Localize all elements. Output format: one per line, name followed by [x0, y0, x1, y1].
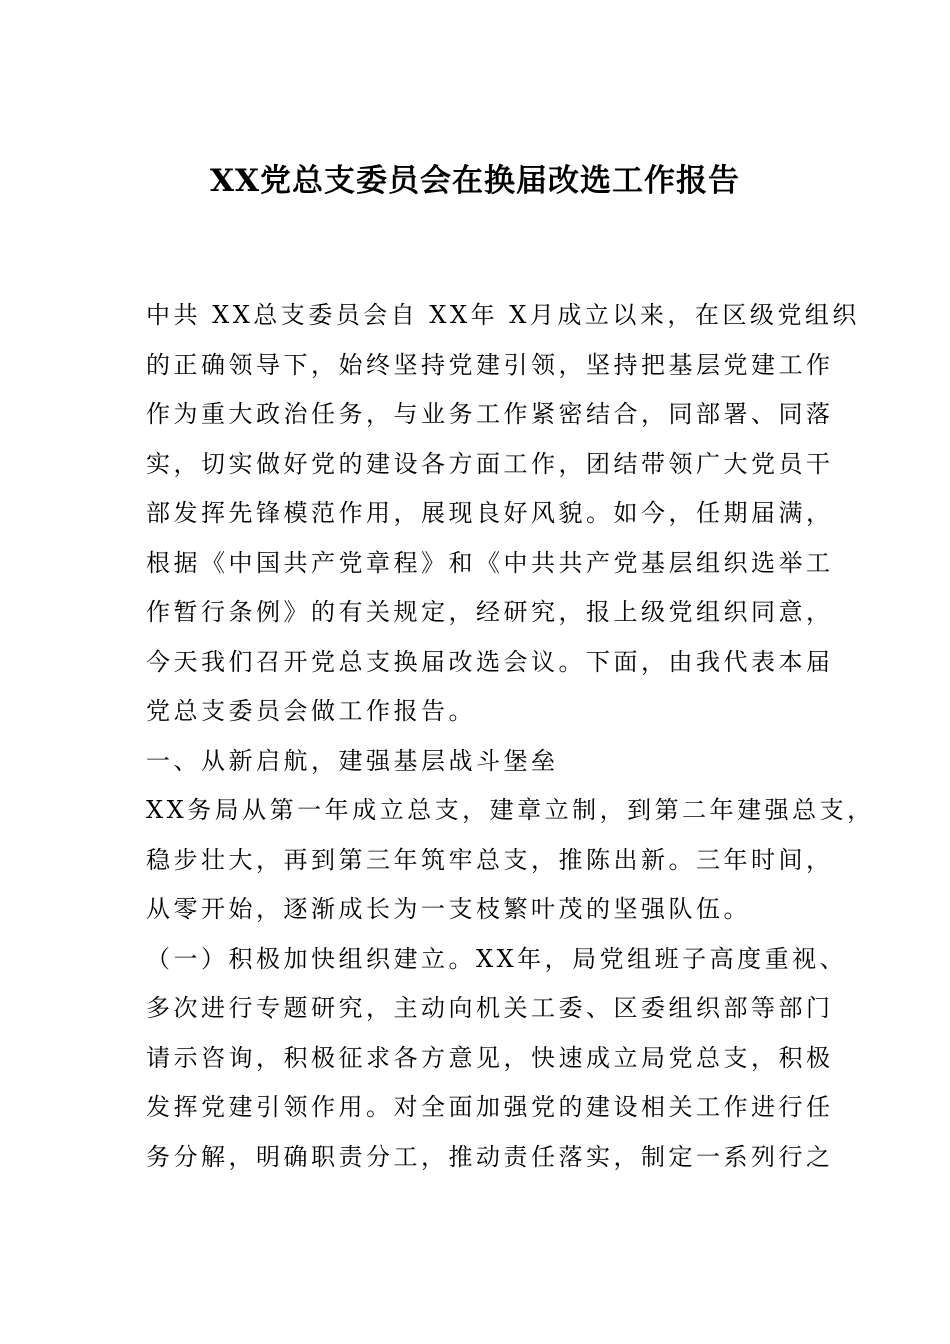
body-line-18: 务分解，明确职责分工，推动责任落实，制定一系列行之: [146, 1142, 834, 1171]
body-line-5: 部发挥先锋模范作用，展现良好风貌。如今，任期届满，: [146, 499, 834, 527]
body-line-16: 请示咨询，积极征求各方意见，快速成立局党总支，积极: [146, 1043, 834, 1072]
body-line-7: 作暂行条例》的有关规定，经研究，报上级党组织同意，: [146, 598, 834, 626]
body-line-1: 中共 XX总支委员会自 XX年 X月成立以来，在区级党组织: [146, 301, 860, 329]
body-line-13: 从零开始，逐渐成长为一支枝繁叶茂的坚强队伍。: [146, 895, 751, 923]
body-line-2: 的正确领导下，始终坚持党建引领，坚持把基层党建工作: [146, 350, 834, 379]
body-line-9: 党总支委员会做工作报告。: [146, 697, 476, 725]
subsection-line-1: （一）积极加快组织建立。XX年，局党组班子高度重视、: [146, 944, 848, 973]
body-line-8: 今天我们召开党总支换届改选会议。下面，由我代表本届: [146, 647, 834, 676]
body-line-11: XX务局从第一年成立总支，建章立制，到第二年建强总支，: [146, 796, 875, 824]
document-body: [146, 291, 875, 1182]
section-heading-1: 一、从新启航，建强基层战斗堡垒: [146, 746, 559, 775]
body-line-3: 作为重大政治任务，与业务工作紧密结合，同部署、同落: [146, 400, 834, 428]
body-line-6: 根据《中国共产党章程》和《中共共产党基层组织选举工: [146, 548, 834, 577]
body-line-4: 实，切实做好党的建设各方面工作，团结带领广大党员干: [146, 449, 834, 478]
document-title: XX党总支委员会在换届改选工作报告: [209, 163, 741, 199]
body-line-12: 稳步壮大，再到第三年筑牢总支，推陈出新。三年时间，: [146, 845, 834, 874]
body-line-15: 多次进行专题研究，主动向机关工委、区委组织部等部门: [146, 994, 834, 1022]
body-line-17: 发挥党建引领作用。对全面加强党的建设相关工作进行任: [146, 1093, 834, 1121]
